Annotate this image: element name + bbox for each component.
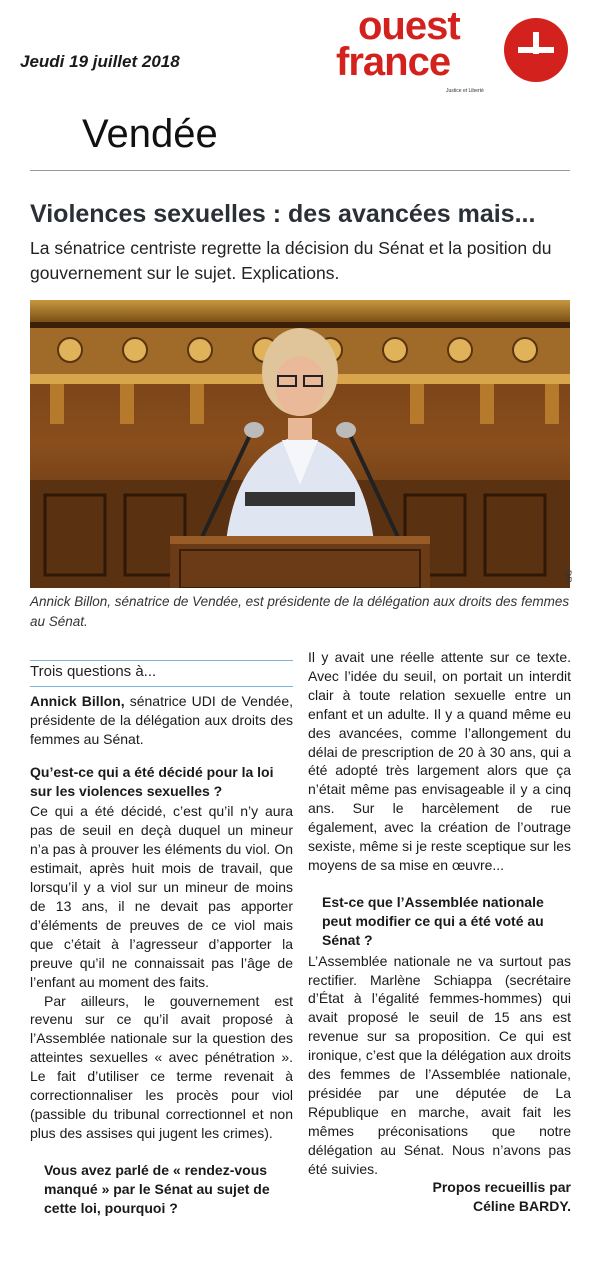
section-title: Vendée [82,112,218,156]
question-1: Qu’est-ce qui a été décidé pour la loi sur les violences sexuelles ? [30,763,274,799]
article-standfirst: La sénatrice centriste regrette la décision du Sénat et la position du gouvernement sur le sujet. Explications. [30,238,552,283]
question-2: Vous avez parlé de « rendez-vous manqué » par le Sénat au sujet de cette loi, pourquoi ? [44,1161,270,1216]
answer-2: Il y avait une réelle attente sur ce texte. Avec l’idée du seuil, on portait un interdit clair à toute relation sexuelle entre un enfant et un adulte. Il y a quand même eu des avancées, comme l’allongement du délai de prescription de 20 à 30 ans, qui a été adopté très largement alors que ça n’était même pas envisageable il y a cinq ans. Sur le harcèlement de rue également, avec la création de l’outrage sexiste, même si je reste sceptique sur les moyens de sa mise en œuvre... [308,649,571,873]
logo-word-ouest: ouest [358,4,460,48]
interviewee-name: Annick Billon, [30,692,125,709]
logo-tagline: Justice et Liberté [446,88,484,94]
logo-circle-icon [504,18,568,82]
answer-1-paragraph-1: Ce qui a été décidé, c’est qu’il n’y aura pas de seuil en deçà duquel un mineur n’a pas à prouver les éléments du viol. On estimait, après huit mois de travail, que lorsqu’il y a viol sur un mineur de moins de 13 ans, il ne devait pas apporter d’éléments de preuves de ce viol mais que c’était à l’agresseur d’apporter la preuve qu’il ne connaissait pas l’âge de l’enfant au moment des faits. [30,803,293,990]
photo-credit: DR [563,570,573,583]
box-title: Trois questions à... [30,660,293,687]
publication-date: Jeudi 19 juillet 2018 [20,52,180,71]
header-divider [30,170,570,171]
signature-line-2: Céline BARDY. [472,1198,571,1215]
photo-caption: Annick Billon, sénatrice de Vendée, est présidente de la délégation aux droits des femmes au Sénat. [30,594,570,629]
answer-3: L’Assemblée nationale ne va surtout pas rectifier. Marlène Schiappa (secrétaire d’État à l’égalité femmes-hommes) qui avait proposé le seuil de 15 ans est revenue sur sa proposition. Ce qui est ironique, c’est que la délégation aux droits des femmes de l’Assemblée nationale, présidée par une députée de La République en marche, avait fait les mêmes préconisations que notre délégation au Sénat. Nous n’avons pas été suivies. [308,952,571,1177]
logo-word-france: france [336,40,451,84]
interview-column-right [308,648,571,1216]
signature-line-1: Propos recueillis par [432,1179,571,1196]
question-3: Est-ce que l’Assemblée nationale peut modifier ce qui a été voté au Sénat ? [322,893,544,948]
article-headline: Violences sexuelles : des avancées mais... [30,200,536,228]
interview-column-left [30,660,293,1219]
answer-1-paragraph-2: Par ailleurs, le gouvernement est revenu sur ce qu’il avait proposé à l’Assemblée nationale sur la question des atteintes sexuelles « avec pénétration ». Le fait d’utiliser ce terme revenait à correctionnaliser les procès pour viol (passible du tribunal correctionnel et non plus des assises qui jugent les crimes). [30,992,293,1141]
interview-intro: Annick Billon, sénatrice UDI de Vendée, présidente de la délégation aux droits des femmes au Sénat. [30,692,294,747]
article-photo [30,300,570,588]
ouest-france-logo [336,6,576,98]
